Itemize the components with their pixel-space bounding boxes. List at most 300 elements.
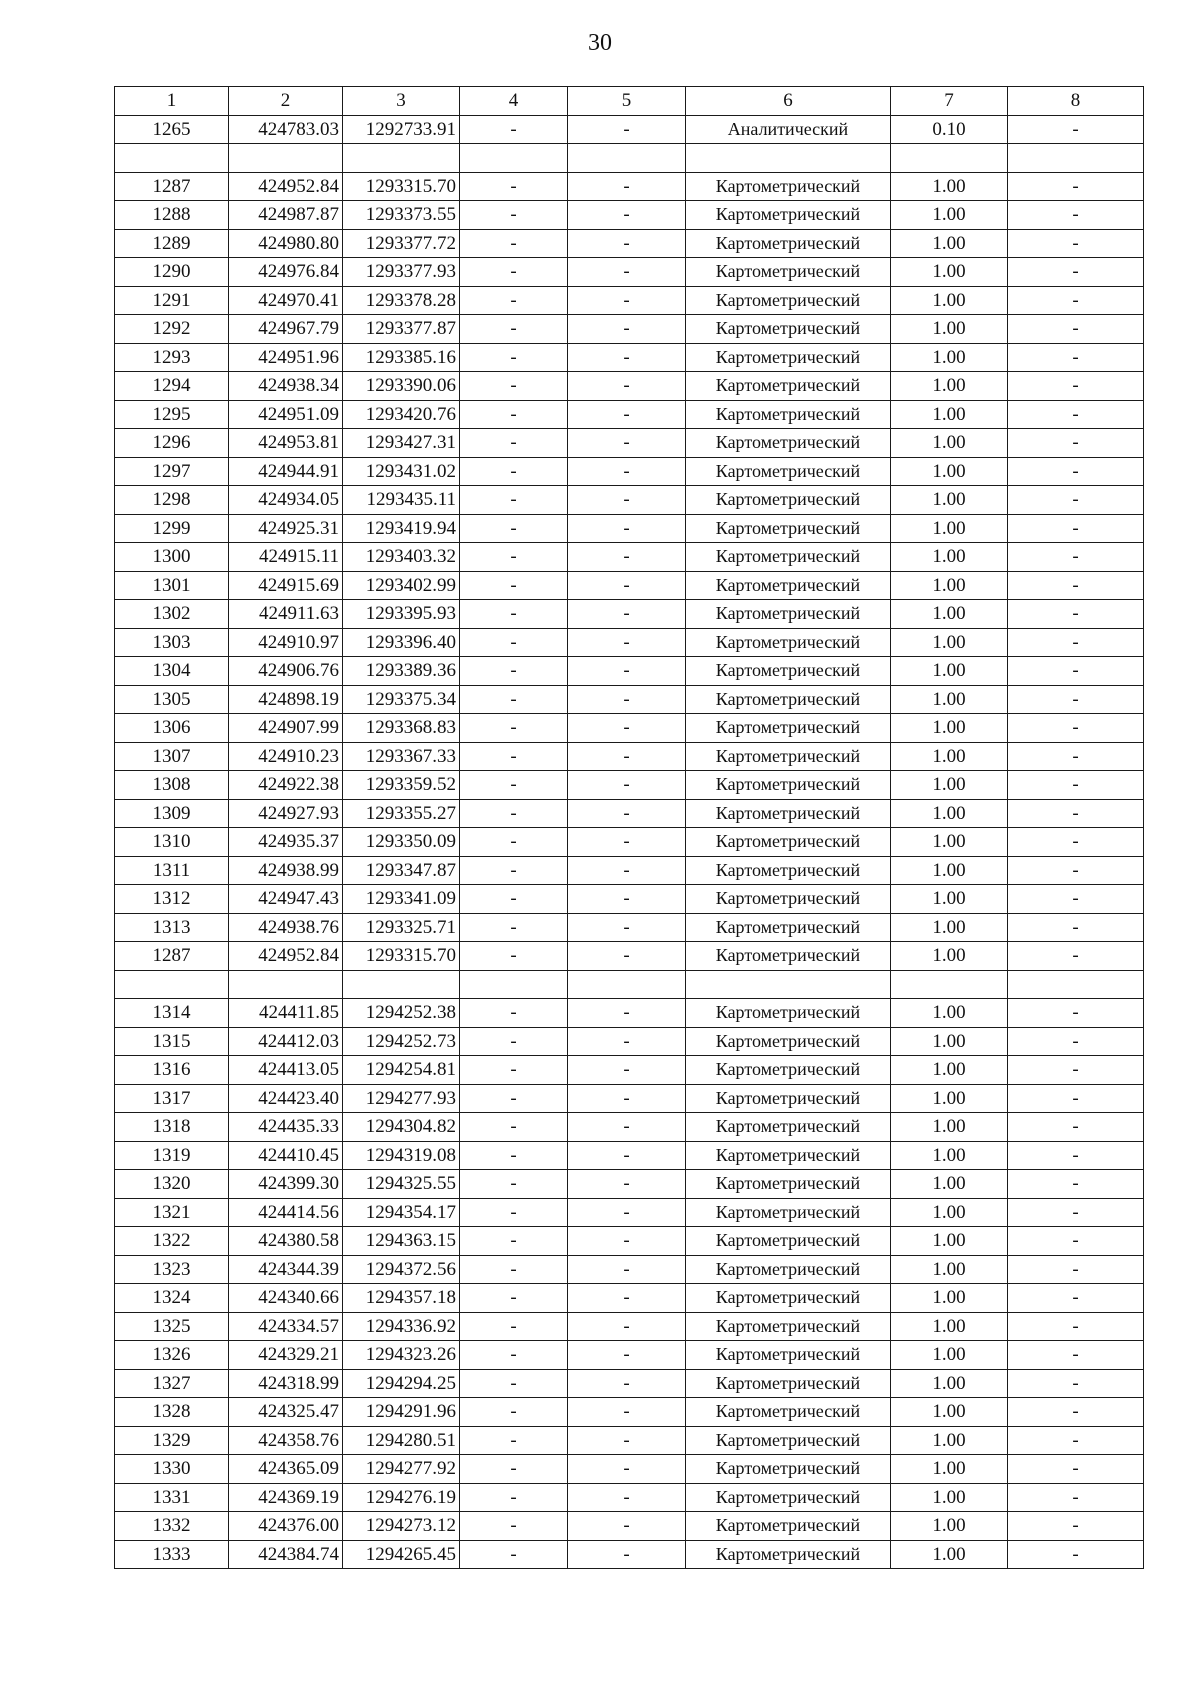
column-4-cell: - — [460, 885, 568, 914]
x-coordinate-cell: 424944.91 — [229, 457, 343, 486]
column-4-cell: - — [460, 742, 568, 771]
x-coordinate-cell: 424365.09 — [229, 1455, 343, 1484]
point-number-cell: 1332 — [115, 1512, 229, 1541]
accuracy-cell: 1.00 — [891, 486, 1008, 515]
method-cell — [686, 970, 891, 999]
table-row — [115, 685, 1144, 714]
header-row — [115, 87, 1144, 116]
point-number-cell: 1306 — [115, 714, 229, 743]
x-coordinate-cell: 424411.85 — [229, 999, 343, 1028]
method-cell: Картометрический — [686, 885, 891, 914]
accuracy-cell: 1.00 — [891, 1284, 1008, 1313]
y-coordinate-cell: 1293315.70 — [343, 172, 460, 201]
header-cell: 1 — [115, 87, 229, 116]
x-coordinate-cell: 424414.56 — [229, 1198, 343, 1227]
accuracy-cell: 1.00 — [891, 942, 1008, 971]
x-coordinate-cell: 424927.93 — [229, 799, 343, 828]
y-coordinate-cell: 1294325.55 — [343, 1170, 460, 1199]
column-8-cell: - — [1008, 286, 1144, 315]
table-row — [115, 115, 1144, 144]
column-4-cell: - — [460, 1084, 568, 1113]
column-5-cell: - — [568, 514, 686, 543]
y-coordinate-cell: 1294304.82 — [343, 1113, 460, 1142]
header-cell: 8 — [1008, 87, 1144, 116]
accuracy-cell: 1.00 — [891, 1369, 1008, 1398]
column-8-cell: - — [1008, 372, 1144, 401]
column-4-cell: - — [460, 286, 568, 315]
table-row — [115, 856, 1144, 885]
accuracy-cell: 1.00 — [891, 1426, 1008, 1455]
column-4-cell: - — [460, 1483, 568, 1512]
column-8-cell: - — [1008, 115, 1144, 144]
y-coordinate-cell: 1294265.45 — [343, 1540, 460, 1569]
column-4-cell: - — [460, 1426, 568, 1455]
column-8-cell: - — [1008, 514, 1144, 543]
point-number-cell: 1289 — [115, 229, 229, 258]
y-coordinate-cell: 1294372.56 — [343, 1255, 460, 1284]
accuracy-cell: 1.00 — [891, 1227, 1008, 1256]
table-row — [115, 1398, 1144, 1427]
y-coordinate-cell: 1293315.70 — [343, 942, 460, 971]
y-coordinate-cell: 1293377.72 — [343, 229, 460, 258]
method-cell: Картометрический — [686, 543, 891, 572]
column-5-cell: - — [568, 1312, 686, 1341]
column-4-cell: - — [460, 999, 568, 1028]
x-coordinate-cell — [229, 144, 343, 173]
point-number-cell: 1303 — [115, 628, 229, 657]
column-8-cell: - — [1008, 885, 1144, 914]
point-number-cell: 1315 — [115, 1027, 229, 1056]
column-5-cell: - — [568, 315, 686, 344]
column-4-cell: - — [460, 1312, 568, 1341]
table-row — [115, 1141, 1144, 1170]
column-4-cell: - — [460, 115, 568, 144]
column-5-cell: - — [568, 628, 686, 657]
column-4-cell: - — [460, 372, 568, 401]
method-cell — [686, 144, 891, 173]
point-number-cell: 1325 — [115, 1312, 229, 1341]
method-cell: Картометрический — [686, 942, 891, 971]
accuracy-cell: 1.00 — [891, 885, 1008, 914]
column-4-cell: - — [460, 514, 568, 543]
x-coordinate-cell: 424410.45 — [229, 1141, 343, 1170]
column-8-cell: - — [1008, 543, 1144, 572]
point-number-cell: 1320 — [115, 1170, 229, 1199]
method-cell: Картометрический — [686, 486, 891, 515]
x-coordinate-cell: 424340.66 — [229, 1284, 343, 1313]
y-coordinate-cell: 1293377.87 — [343, 315, 460, 344]
method-cell: Картометрический — [686, 1027, 891, 1056]
column-4-cell: - — [460, 856, 568, 885]
header-cell: 6 — [686, 87, 891, 116]
method-cell: Картометрический — [686, 771, 891, 800]
table-row — [115, 144, 1144, 173]
y-coordinate-cell: 1293377.93 — [343, 258, 460, 287]
column-4-cell: - — [460, 571, 568, 600]
column-8-cell: - — [1008, 1483, 1144, 1512]
column-5-cell: - — [568, 828, 686, 857]
column-5-cell: - — [568, 1227, 686, 1256]
column-8-cell: - — [1008, 1170, 1144, 1199]
column-4-cell: - — [460, 1255, 568, 1284]
method-cell: Картометрический — [686, 828, 891, 857]
column-4-cell: - — [460, 1540, 568, 1569]
method-cell: Картометрический — [686, 1369, 891, 1398]
column-8-cell: - — [1008, 486, 1144, 515]
column-4-cell: - — [460, 685, 568, 714]
method-cell: Картометрический — [686, 1483, 891, 1512]
column-8-cell: - — [1008, 172, 1144, 201]
accuracy-cell: 1.00 — [891, 229, 1008, 258]
accuracy-cell: 1.00 — [891, 913, 1008, 942]
point-number-cell: 1307 — [115, 742, 229, 771]
method-cell: Картометрический — [686, 1056, 891, 1085]
y-coordinate-cell: 1293402.99 — [343, 571, 460, 600]
column-8-cell: - — [1008, 999, 1144, 1028]
method-cell: Картометрический — [686, 799, 891, 828]
accuracy-cell: 1.00 — [891, 201, 1008, 230]
point-number-cell: 1296 — [115, 429, 229, 458]
table-row — [115, 628, 1144, 657]
column-5-cell: - — [568, 714, 686, 743]
method-cell: Картометрический — [686, 913, 891, 942]
column-4-cell: - — [460, 429, 568, 458]
column-8-cell: - — [1008, 571, 1144, 600]
method-cell: Картометрический — [686, 315, 891, 344]
column-5-cell: - — [568, 799, 686, 828]
column-8-cell — [1008, 144, 1144, 173]
column-4-cell: - — [460, 400, 568, 429]
point-number-cell: 1314 — [115, 999, 229, 1028]
x-coordinate-cell: 424329.21 — [229, 1341, 343, 1370]
column-8-cell: - — [1008, 1141, 1144, 1170]
table-row — [115, 1027, 1144, 1056]
column-4-cell: - — [460, 600, 568, 629]
table-row — [115, 457, 1144, 486]
column-5-cell: - — [568, 486, 686, 515]
column-4-cell — [460, 144, 568, 173]
header-cell: 2 — [229, 87, 343, 116]
method-cell: Картометрический — [686, 628, 891, 657]
column-8-cell: - — [1008, 657, 1144, 686]
point-number-cell: 1304 — [115, 657, 229, 686]
table-row — [115, 828, 1144, 857]
column-5-cell: - — [568, 1540, 686, 1569]
column-5-cell: - — [568, 685, 686, 714]
column-8-cell: - — [1008, 400, 1144, 429]
method-cell: Картометрический — [686, 1170, 891, 1199]
table-row — [115, 1426, 1144, 1455]
column-8-cell: - — [1008, 1455, 1144, 1484]
y-coordinate-cell: 1293390.06 — [343, 372, 460, 401]
column-4-cell — [460, 970, 568, 999]
column-8-cell: - — [1008, 1312, 1144, 1341]
column-5-cell: - — [568, 856, 686, 885]
method-cell: Картометрический — [686, 229, 891, 258]
method-cell: Картометрический — [686, 1540, 891, 1569]
accuracy-cell: 1.00 — [891, 343, 1008, 372]
x-coordinate-cell: 424435.33 — [229, 1113, 343, 1142]
table-row — [115, 1512, 1144, 1541]
method-cell: Картометрический — [686, 1398, 891, 1427]
x-coordinate-cell: 424976.84 — [229, 258, 343, 287]
y-coordinate-cell: 1294354.17 — [343, 1198, 460, 1227]
point-number-cell: 1321 — [115, 1198, 229, 1227]
column-5-cell: - — [568, 1198, 686, 1227]
table-row — [115, 1198, 1144, 1227]
y-coordinate-cell: 1293378.28 — [343, 286, 460, 315]
point-number-cell: 1310 — [115, 828, 229, 857]
column-5-cell: - — [568, 1255, 686, 1284]
accuracy-cell — [891, 144, 1008, 173]
y-coordinate-cell: 1293375.34 — [343, 685, 460, 714]
table-row — [115, 400, 1144, 429]
column-4-cell: - — [460, 1227, 568, 1256]
column-5-cell: - — [568, 1455, 686, 1484]
point-number-cell: 1311 — [115, 856, 229, 885]
column-5-cell: - — [568, 571, 686, 600]
column-8-cell: - — [1008, 1113, 1144, 1142]
x-coordinate-cell: 424413.05 — [229, 1056, 343, 1085]
method-cell: Картометрический — [686, 742, 891, 771]
method-cell: Картометрический — [686, 1084, 891, 1113]
accuracy-cell: 1.00 — [891, 1483, 1008, 1512]
column-5-cell: - — [568, 400, 686, 429]
column-5-cell: - — [568, 771, 686, 800]
point-number-cell: 1322 — [115, 1227, 229, 1256]
y-coordinate-cell: 1293325.71 — [343, 913, 460, 942]
table-row — [115, 999, 1144, 1028]
table-row — [115, 885, 1144, 914]
y-coordinate-cell: 1293403.32 — [343, 543, 460, 572]
column-4-cell: - — [460, 942, 568, 971]
column-4-cell: - — [460, 457, 568, 486]
x-coordinate-cell: 424915.11 — [229, 543, 343, 572]
y-coordinate-cell: 1293420.76 — [343, 400, 460, 429]
accuracy-cell: 1.00 — [891, 1341, 1008, 1370]
x-coordinate-cell: 424334.57 — [229, 1312, 343, 1341]
x-coordinate-cell: 424423.40 — [229, 1084, 343, 1113]
accuracy-cell: 1.00 — [891, 514, 1008, 543]
point-number-cell: 1331 — [115, 1483, 229, 1512]
column-8-cell: - — [1008, 1084, 1144, 1113]
method-cell: Картометрический — [686, 201, 891, 230]
column-8-cell: - — [1008, 942, 1144, 971]
accuracy-cell: 1.00 — [891, 1170, 1008, 1199]
table-row — [115, 1084, 1144, 1113]
column-8-cell: - — [1008, 429, 1144, 458]
accuracy-cell: 1.00 — [891, 1398, 1008, 1427]
column-8-cell: - — [1008, 600, 1144, 629]
column-8-cell: - — [1008, 229, 1144, 258]
y-coordinate-cell: 1294323.26 — [343, 1341, 460, 1370]
method-cell: Картометрический — [686, 1284, 891, 1313]
x-coordinate-cell: 424384.74 — [229, 1540, 343, 1569]
y-coordinate-cell: 1294277.93 — [343, 1084, 460, 1113]
accuracy-cell: 1.00 — [891, 742, 1008, 771]
point-number-cell: 1330 — [115, 1455, 229, 1484]
x-coordinate-cell: 424952.84 — [229, 172, 343, 201]
column-4-cell: - — [460, 913, 568, 942]
accuracy-cell: 1.00 — [891, 429, 1008, 458]
x-coordinate-cell: 424987.87 — [229, 201, 343, 230]
accuracy-cell: 1.00 — [891, 600, 1008, 629]
column-4-cell: - — [460, 315, 568, 344]
method-cell: Картометрический — [686, 457, 891, 486]
accuracy-cell: 1.00 — [891, 258, 1008, 287]
x-coordinate-cell: 424980.80 — [229, 229, 343, 258]
method-cell: Картометрический — [686, 571, 891, 600]
column-4-cell: - — [460, 172, 568, 201]
accuracy-cell: 1.00 — [891, 628, 1008, 657]
table-row — [115, 1341, 1144, 1370]
column-4-cell: - — [460, 1170, 568, 1199]
table-row — [115, 1312, 1144, 1341]
method-cell: Картометрический — [686, 1426, 891, 1455]
point-number-cell: 1327 — [115, 1369, 229, 1398]
table-row — [115, 799, 1144, 828]
x-coordinate-cell: 424783.03 — [229, 115, 343, 144]
column-8-cell: - — [1008, 1398, 1144, 1427]
x-coordinate-cell: 424325.47 — [229, 1398, 343, 1427]
method-cell: Картометрический — [686, 258, 891, 287]
table-row — [115, 543, 1144, 572]
x-coordinate-cell: 424910.97 — [229, 628, 343, 657]
header-cell: 3 — [343, 87, 460, 116]
column-4-cell: - — [460, 1056, 568, 1085]
accuracy-cell: 1.00 — [891, 1512, 1008, 1541]
accuracy-cell: 1.00 — [891, 1312, 1008, 1341]
x-coordinate-cell: 424399.30 — [229, 1170, 343, 1199]
column-8-cell: - — [1008, 1198, 1144, 1227]
y-coordinate-cell: 1293359.52 — [343, 771, 460, 800]
column-5-cell: - — [568, 942, 686, 971]
point-number-cell: 1291 — [115, 286, 229, 315]
column-5-cell: - — [568, 999, 686, 1028]
table-row — [115, 1255, 1144, 1284]
column-4-cell: - — [460, 828, 568, 857]
accuracy-cell: 1.00 — [891, 799, 1008, 828]
x-coordinate-cell: 424935.37 — [229, 828, 343, 857]
table-row — [115, 315, 1144, 344]
point-number-cell: 1317 — [115, 1084, 229, 1113]
column-5-cell: - — [568, 258, 686, 287]
point-number-cell: 1293 — [115, 343, 229, 372]
column-8-cell: - — [1008, 913, 1144, 942]
column-4-cell: - — [460, 1455, 568, 1484]
y-coordinate-cell: 1294254.81 — [343, 1056, 460, 1085]
column-8-cell: - — [1008, 1056, 1144, 1085]
column-4-cell: - — [460, 1369, 568, 1398]
column-8-cell — [1008, 970, 1144, 999]
column-8-cell: - — [1008, 1341, 1144, 1370]
column-8-cell: - — [1008, 828, 1144, 857]
method-cell: Картометрический — [686, 343, 891, 372]
x-coordinate-cell: 424951.09 — [229, 400, 343, 429]
method-cell: Картометрический — [686, 999, 891, 1028]
method-cell: Аналитический — [686, 115, 891, 144]
column-5-cell: - — [568, 885, 686, 914]
accuracy-cell: 1.00 — [891, 1056, 1008, 1085]
column-5-cell: - — [568, 229, 686, 258]
column-5-cell: - — [568, 1141, 686, 1170]
column-8-cell: - — [1008, 201, 1144, 230]
point-number-cell — [115, 144, 229, 173]
method-cell: Картометрический — [686, 1455, 891, 1484]
column-4-cell: - — [460, 1341, 568, 1370]
y-coordinate-cell: 1293355.27 — [343, 799, 460, 828]
column-5-cell: - — [568, 1369, 686, 1398]
column-4-cell: - — [460, 486, 568, 515]
point-number-cell: 1308 — [115, 771, 229, 800]
table-row — [115, 1113, 1144, 1142]
column-5-cell: - — [568, 1512, 686, 1541]
column-5-cell: - — [568, 600, 686, 629]
y-coordinate-cell: 1294319.08 — [343, 1141, 460, 1170]
table-row — [115, 571, 1144, 600]
accuracy-cell: 1.00 — [891, 1027, 1008, 1056]
y-coordinate-cell: 1294252.73 — [343, 1027, 460, 1056]
y-coordinate-cell: 1294363.15 — [343, 1227, 460, 1256]
table-row — [115, 913, 1144, 942]
column-8-cell: - — [1008, 685, 1144, 714]
point-number-cell: 1328 — [115, 1398, 229, 1427]
point-number-cell: 1288 — [115, 201, 229, 230]
table-row — [115, 201, 1144, 230]
point-number-cell: 1312 — [115, 885, 229, 914]
method-cell: Картометрический — [686, 1141, 891, 1170]
accuracy-cell: 1.00 — [891, 856, 1008, 885]
method-cell: Картометрический — [686, 685, 891, 714]
column-4-cell: - — [460, 543, 568, 572]
point-number-cell: 1302 — [115, 600, 229, 629]
x-coordinate-cell: 424922.38 — [229, 771, 343, 800]
point-number-cell: 1319 — [115, 1141, 229, 1170]
point-number-cell: 1287 — [115, 172, 229, 201]
method-cell: Картометрический — [686, 172, 891, 201]
y-coordinate-cell: 1294294.25 — [343, 1369, 460, 1398]
accuracy-cell: 1.00 — [891, 1455, 1008, 1484]
column-5-cell: - — [568, 429, 686, 458]
table-row — [115, 429, 1144, 458]
column-8-cell: - — [1008, 1255, 1144, 1284]
accuracy-cell: 1.00 — [891, 828, 1008, 857]
y-coordinate-cell: 1294277.92 — [343, 1455, 460, 1484]
y-coordinate-cell: 1293368.83 — [343, 714, 460, 743]
column-4-cell: - — [460, 771, 568, 800]
y-coordinate-cell: 1294291.96 — [343, 1398, 460, 1427]
point-number-cell: 1298 — [115, 486, 229, 515]
accuracy-cell: 1.00 — [891, 771, 1008, 800]
table-row — [115, 1455, 1144, 1484]
method-cell: Картометрический — [686, 1341, 891, 1370]
column-5-cell: - — [568, 913, 686, 942]
point-number-cell: 1299 — [115, 514, 229, 543]
column-8-cell: - — [1008, 258, 1144, 287]
table-row — [115, 172, 1144, 201]
table-body — [115, 115, 1144, 1569]
method-cell: Картометрический — [686, 714, 891, 743]
column-5-cell: - — [568, 1426, 686, 1455]
column-5-cell: - — [568, 1027, 686, 1056]
column-5-cell: - — [568, 343, 686, 372]
column-5-cell: - — [568, 1341, 686, 1370]
table-row — [115, 1170, 1144, 1199]
column-5-cell: - — [568, 172, 686, 201]
column-8-cell: - — [1008, 628, 1144, 657]
accuracy-cell: 1.00 — [891, 286, 1008, 315]
accuracy-cell: 1.00 — [891, 1084, 1008, 1113]
